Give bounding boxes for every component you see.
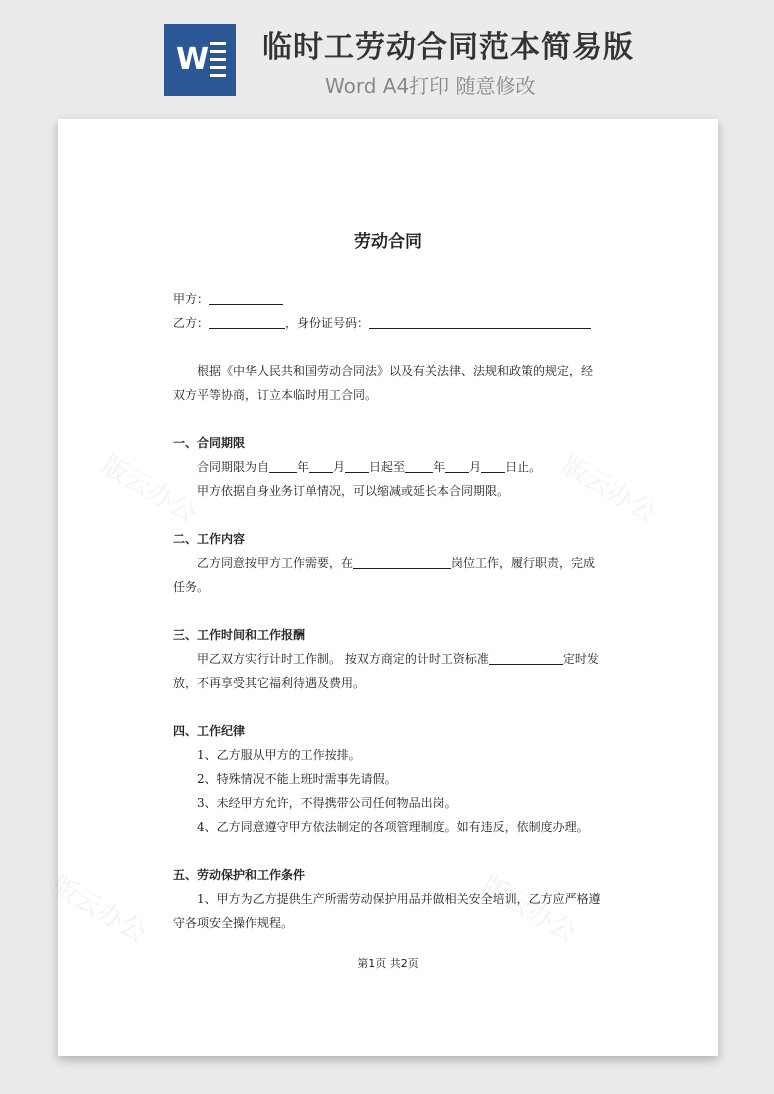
document-title: 劳动合同 bbox=[354, 232, 422, 252]
section-4-item: 3、未经甲方允许，不得携带公司任何物品出岗。 bbox=[197, 796, 457, 810]
section-2-paragraph: 乙方同意按甲方工作需要，在 岗位工作，履行职责，完成任务。 bbox=[173, 556, 596, 594]
section-5-paragraph: 1、甲方为乙方提供生产所需劳动保护用品并做相关安全培训，乙方应严格遵守各项安全操作规程。 bbox=[173, 892, 601, 930]
id-label: ，身份证号码： bbox=[285, 316, 370, 330]
section-4-item: 4、乙方同意遵守甲方依法制定的各项管理制度。如有违反，依制度办理。 bbox=[197, 820, 589, 834]
watermark: 版云办公 bbox=[556, 450, 662, 529]
section-4-title: 四、工作纪律 bbox=[173, 724, 246, 738]
section-4-item: 1、乙方服从甲方的工作按排。 bbox=[197, 748, 361, 762]
section-3-paragraph: 甲乙双方实行计时工作制。 按双方商定的计时工资标准 定时发放，不再享受其它福利待遇及费用。 bbox=[173, 652, 599, 690]
document-body bbox=[173, 287, 603, 935]
section-1-line-1: 合同期限为自 年 月 日起至 年 月 日止。 bbox=[197, 460, 542, 474]
banner-subtitle: Word A4打印 随意修改 bbox=[325, 74, 536, 98]
section-1-line-2: 甲方依据自身业务订单情况，可以缩减或延长本合同期限。 bbox=[197, 484, 510, 498]
section-4-item: 2、特殊情况不能上班时需事先请假。 bbox=[197, 772, 397, 786]
party-a-label: 甲方： bbox=[173, 292, 210, 306]
section-2-title: 二、工作内容 bbox=[173, 532, 246, 546]
party-b-label: 乙方： bbox=[173, 316, 210, 330]
word-icon-letter: W bbox=[176, 42, 210, 77]
party-a-line bbox=[173, 287, 603, 311]
header bbox=[0, 0, 774, 110]
word-icon-lines bbox=[210, 42, 226, 82]
banner-title: 临时工劳动合同范本简易版 bbox=[262, 30, 634, 65]
id-blank bbox=[369, 314, 591, 329]
section-1-title: 一、合同期限 bbox=[173, 436, 246, 450]
page-footer: 第1页 共2页 bbox=[357, 957, 419, 970]
section-3-title: 三、工作时间和工作报酬 bbox=[173, 628, 306, 642]
section-5-title: 五、劳动保护和工作条件 bbox=[173, 868, 306, 882]
party-b-blank bbox=[209, 314, 285, 329]
intro-paragraph: 根据《中华人民共和国劳动合同法》以及有关法律、法规和政策的规定，经双方平等协商，订立本临时用工合同。 bbox=[173, 364, 594, 402]
document-page bbox=[46, 119, 718, 1056]
word-icon bbox=[164, 24, 236, 96]
party-a-blank bbox=[209, 290, 283, 305]
party-b-line bbox=[173, 311, 603, 335]
watermark: 版云办公 bbox=[476, 870, 582, 949]
watermark: 版云办公 bbox=[46, 870, 152, 949]
watermark: 版云办公 bbox=[96, 450, 202, 529]
